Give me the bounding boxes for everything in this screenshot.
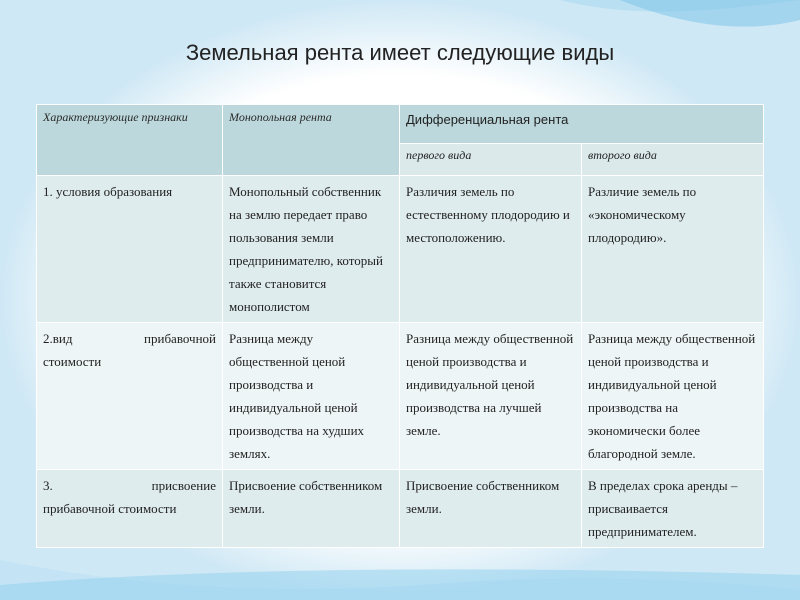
row3-feature-part-b: присвоение: [151, 478, 216, 493]
table-row: [37, 470, 764, 548]
row3-feature-part-c: прибавочной стоимости: [43, 501, 177, 516]
row1-monopoly: Монопольный собственник на землю передает право пользования земли предпринимателю, который также становится монополистом: [223, 176, 400, 323]
row3-feature-part-a: 3.: [43, 478, 53, 493]
row3-second-kind: В пределах срока аренды – присваивается предпринимателем.: [582, 470, 764, 548]
row3-monopoly: Присвоение собственником земли.: [223, 470, 400, 548]
header-features: Характеризующие признаки: [37, 105, 223, 176]
row2-first-kind: Разница между общественной ценой производства и индивидуальной ценой производства на лучшей земле.: [400, 323, 582, 470]
row1-feature: 1. условия образования: [37, 176, 223, 323]
header-row: [37, 105, 764, 144]
header-first-kind: первого вида: [400, 144, 582, 176]
row1-first-kind: Различия земель по естественному плодородию и местоположению.: [400, 176, 582, 323]
row2-feature-part-c: стоимости: [43, 354, 102, 369]
row2-feature-part-a: 2.вид: [43, 331, 73, 346]
rent-types-table: [36, 104, 764, 548]
row2-feature: [37, 323, 223, 470]
header-differential-rent: Дифференциальная рента: [400, 105, 764, 144]
header-monopoly-rent: Монопольная рента: [223, 105, 400, 176]
header-second-kind: второго вида: [582, 144, 764, 176]
row2-second-kind: Разница между общественной ценой производства и индивидуальной ценой производства на экономически более благородной земле.: [582, 323, 764, 470]
row2-monopoly: Разница между общественной ценой производства и индивидуальной ценой производства на худших землях.: [223, 323, 400, 470]
row3-feature: [37, 470, 223, 548]
slide-title: Земельная рента имеет следующие виды: [185, 40, 615, 65]
table-row: [37, 323, 764, 470]
row2-feature-part-b: прибавочной: [144, 331, 216, 346]
row1-second-kind: Различие земель по «экономическому плодородию».: [582, 176, 764, 323]
table-row: [37, 176, 764, 323]
row3-first-kind: Присвоение собственником земли.: [400, 470, 582, 548]
